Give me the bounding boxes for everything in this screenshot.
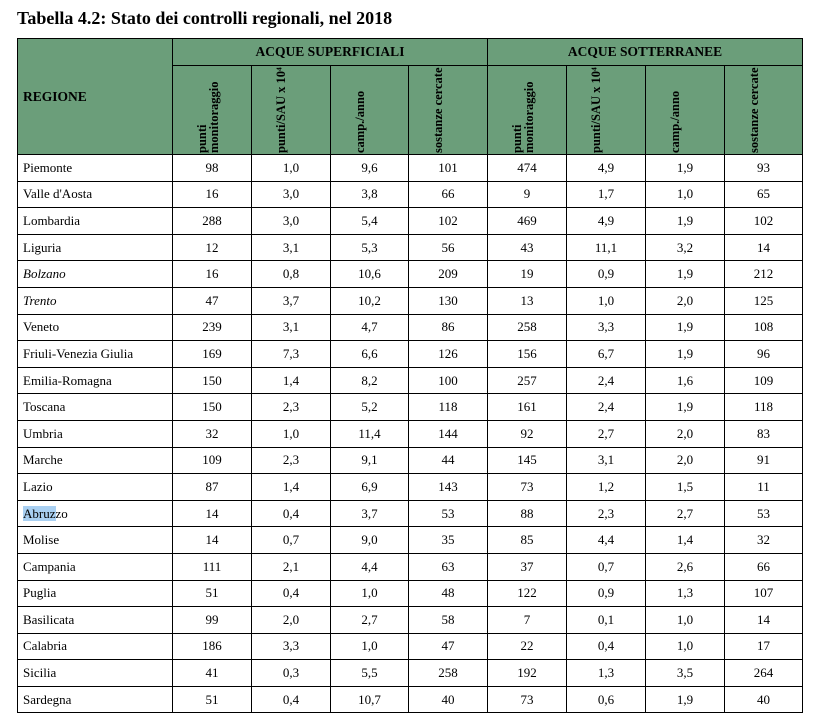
table-row	[18, 155, 803, 182]
value-cell: 1,9	[646, 155, 725, 182]
value-cell: 161	[488, 394, 567, 421]
value-cell: 1,0	[567, 287, 646, 314]
value-cell: 101	[409, 155, 488, 182]
value-cell: 4,4	[331, 553, 409, 580]
value-cell: 169	[173, 341, 252, 368]
value-cell: 122	[488, 580, 567, 607]
table-row	[18, 261, 803, 288]
value-cell: 8,2	[331, 367, 409, 394]
table-row	[18, 420, 803, 447]
value-cell: 126	[409, 341, 488, 368]
value-cell: 2,0	[252, 607, 331, 634]
value-cell: 3,1	[252, 234, 331, 261]
table-row	[18, 474, 803, 501]
column-header: punti/SAU x 10⁴	[252, 66, 331, 155]
value-cell: 1,9	[646, 341, 725, 368]
value-cell: 150	[173, 394, 252, 421]
ground-water-header: ACQUE SOTTERRANEE	[488, 39, 803, 66]
value-cell: 58	[409, 607, 488, 634]
value-cell: 3,5	[646, 660, 725, 687]
value-cell: 11,4	[331, 420, 409, 447]
value-cell: 9,6	[331, 155, 409, 182]
table-row	[18, 341, 803, 368]
value-cell: 0,4	[252, 686, 331, 713]
table-row	[18, 686, 803, 713]
surface-water-header: ACQUE SUPERFICIALI	[173, 39, 488, 66]
value-cell: 1,3	[567, 660, 646, 687]
value-cell: 2,4	[567, 394, 646, 421]
value-cell: 19	[488, 261, 567, 288]
value-cell: 10,7	[331, 686, 409, 713]
value-cell: 1,4	[646, 527, 725, 554]
value-cell: 118	[725, 394, 803, 421]
value-cell: 1,9	[646, 686, 725, 713]
value-cell: 2,0	[646, 447, 725, 474]
value-cell: 3,7	[252, 287, 331, 314]
value-cell: 9,0	[331, 527, 409, 554]
value-cell: 257	[488, 367, 567, 394]
value-cell: 17	[725, 633, 803, 660]
value-cell: 5,5	[331, 660, 409, 687]
value-cell: 0,7	[252, 527, 331, 554]
value-cell: 92	[488, 420, 567, 447]
value-cell: 469	[488, 208, 567, 235]
value-cell: 2,1	[252, 553, 331, 580]
value-cell: 1,3	[646, 580, 725, 607]
value-cell: 2,3	[567, 500, 646, 527]
value-cell: 91	[725, 447, 803, 474]
table-title: Tabella 4.2: Stato dei controlli regionali, nel 2018	[17, 8, 393, 28]
table-row	[18, 580, 803, 607]
value-cell: 1,0	[331, 580, 409, 607]
value-cell: 3,0	[252, 208, 331, 235]
value-cell: 1,0	[252, 420, 331, 447]
table-row	[18, 394, 803, 421]
value-cell: 11	[725, 474, 803, 501]
value-cell: 1,9	[646, 314, 725, 341]
value-cell: 16	[173, 261, 252, 288]
value-cell: 1,0	[331, 633, 409, 660]
value-cell: 1,4	[252, 367, 331, 394]
value-cell: 44	[409, 447, 488, 474]
table-row	[18, 181, 803, 208]
value-cell: 9	[488, 181, 567, 208]
value-cell: 3,3	[252, 633, 331, 660]
value-cell: 40	[725, 686, 803, 713]
value-cell: 264	[725, 660, 803, 687]
value-cell: 143	[409, 474, 488, 501]
value-cell: 5,3	[331, 234, 409, 261]
value-cell: 5,2	[331, 394, 409, 421]
regional-controls-table	[17, 38, 803, 713]
value-cell: 0,6	[567, 686, 646, 713]
value-cell: 93	[725, 155, 803, 182]
region-cell: Sardegna	[18, 686, 173, 713]
value-cell: 156	[488, 341, 567, 368]
value-cell: 14	[173, 500, 252, 527]
value-cell: 32	[725, 527, 803, 554]
value-cell: 474	[488, 155, 567, 182]
value-cell: 65	[725, 181, 803, 208]
table-row	[18, 527, 803, 554]
value-cell: 14	[725, 234, 803, 261]
value-cell: 0,4	[252, 580, 331, 607]
value-cell: 88	[488, 500, 567, 527]
region-cell: Puglia	[18, 580, 173, 607]
value-cell: 56	[409, 234, 488, 261]
value-cell: 10,2	[331, 287, 409, 314]
value-cell: 100	[409, 367, 488, 394]
table-body	[18, 155, 803, 713]
value-cell: 102	[409, 208, 488, 235]
value-cell: 99	[173, 607, 252, 634]
value-cell: 130	[409, 287, 488, 314]
value-cell: 145	[488, 447, 567, 474]
region-cell: Veneto	[18, 314, 173, 341]
value-cell: 1,4	[252, 474, 331, 501]
value-cell: 108	[725, 314, 803, 341]
table-row	[18, 447, 803, 474]
value-cell: 109	[173, 447, 252, 474]
value-cell: 6,6	[331, 341, 409, 368]
value-cell: 3,2	[646, 234, 725, 261]
value-cell: 11,1	[567, 234, 646, 261]
region-cell: Lombardia	[18, 208, 173, 235]
value-cell: 0,8	[252, 261, 331, 288]
value-cell: 10,6	[331, 261, 409, 288]
column-header: sostanze cercate	[725, 66, 803, 155]
value-cell: 1,6	[646, 367, 725, 394]
column-header: punti/SAU x 10⁴	[567, 66, 646, 155]
value-cell: 66	[409, 181, 488, 208]
value-cell: 85	[488, 527, 567, 554]
value-cell: 16	[173, 181, 252, 208]
value-cell: 3,3	[567, 314, 646, 341]
value-cell: 1,0	[252, 155, 331, 182]
region-cell: Liguria	[18, 234, 173, 261]
value-cell: 3,8	[331, 181, 409, 208]
value-cell: 14	[173, 527, 252, 554]
value-cell: 2,0	[646, 420, 725, 447]
value-cell: 7	[488, 607, 567, 634]
value-cell: 0,3	[252, 660, 331, 687]
value-cell: 239	[173, 314, 252, 341]
value-cell: 6,7	[567, 341, 646, 368]
value-cell: 192	[488, 660, 567, 687]
value-cell: 22	[488, 633, 567, 660]
region-column-header: REGIONE	[18, 39, 173, 155]
value-cell: 258	[488, 314, 567, 341]
region-cell: Bolzano	[18, 261, 173, 288]
value-cell: 12	[173, 234, 252, 261]
region-cell: Valle d'Aosta	[18, 181, 173, 208]
region-cell: Piemonte	[18, 155, 173, 182]
value-cell: 51	[173, 580, 252, 607]
value-cell: 288	[173, 208, 252, 235]
region-cell: Campania	[18, 553, 173, 580]
value-cell: 87	[173, 474, 252, 501]
value-cell: 48	[409, 580, 488, 607]
value-cell: 1,9	[646, 261, 725, 288]
value-cell: 102	[725, 208, 803, 235]
value-cell: 4,9	[567, 208, 646, 235]
value-cell: 47	[173, 287, 252, 314]
region-cell	[18, 500, 173, 527]
value-cell: 43	[488, 234, 567, 261]
region-cell: Emilia-Romagna	[18, 367, 173, 394]
value-cell: 3,0	[252, 181, 331, 208]
value-cell: 2,7	[567, 420, 646, 447]
value-cell: 1,5	[646, 474, 725, 501]
value-cell: 0,1	[567, 607, 646, 634]
value-cell: 4,7	[331, 314, 409, 341]
value-cell: 41	[173, 660, 252, 687]
table-row	[18, 367, 803, 394]
value-cell: 63	[409, 553, 488, 580]
value-cell: 3,1	[252, 314, 331, 341]
table-row	[18, 633, 803, 660]
table-row	[18, 500, 803, 527]
value-cell: 2,4	[567, 367, 646, 394]
value-cell: 32	[173, 420, 252, 447]
value-cell: 13	[488, 287, 567, 314]
value-cell: 9,1	[331, 447, 409, 474]
column-header: punti monitoraggio	[173, 66, 252, 155]
value-cell: 14	[725, 607, 803, 634]
region-cell: Friuli-Venezia Giulia	[18, 341, 173, 368]
value-cell: 0,9	[567, 261, 646, 288]
region-cell: Umbria	[18, 420, 173, 447]
value-cell: 47	[409, 633, 488, 660]
value-cell: 7,3	[252, 341, 331, 368]
value-cell: 2,6	[646, 553, 725, 580]
table-row	[18, 314, 803, 341]
value-cell: 1,2	[567, 474, 646, 501]
value-cell: 1,9	[646, 394, 725, 421]
table-row	[18, 607, 803, 634]
region-cell: Molise	[18, 527, 173, 554]
column-header: camp./anno	[646, 66, 725, 155]
value-cell: 0,4	[567, 633, 646, 660]
value-cell: 53	[725, 500, 803, 527]
table-row	[18, 208, 803, 235]
region-cell: Calabria	[18, 633, 173, 660]
value-cell: 1,7	[567, 181, 646, 208]
value-cell: 37	[488, 553, 567, 580]
value-cell: 209	[409, 261, 488, 288]
value-cell: 1,0	[646, 633, 725, 660]
value-cell: 3,1	[567, 447, 646, 474]
value-cell: 144	[409, 420, 488, 447]
region-cell: Toscana	[18, 394, 173, 421]
table-row	[18, 287, 803, 314]
column-header: sostanze cercate	[409, 66, 488, 155]
value-cell: 4,4	[567, 527, 646, 554]
table-row	[18, 660, 803, 687]
value-cell: 86	[409, 314, 488, 341]
value-cell: 98	[173, 155, 252, 182]
region-cell: Trento	[18, 287, 173, 314]
value-cell: 73	[488, 686, 567, 713]
value-cell: 186	[173, 633, 252, 660]
column-header: camp./anno	[331, 66, 409, 155]
value-cell: 2,3	[252, 394, 331, 421]
value-cell: 35	[409, 527, 488, 554]
table-row	[18, 553, 803, 580]
value-cell: 2,7	[646, 500, 725, 527]
region-name-rest: zo	[55, 505, 68, 521]
value-cell: 4,9	[567, 155, 646, 182]
value-cell: 118	[409, 394, 488, 421]
value-cell: 96	[725, 341, 803, 368]
table-row	[18, 234, 803, 261]
value-cell: 258	[409, 660, 488, 687]
value-cell: 53	[409, 500, 488, 527]
region-cell: Basilicata	[18, 607, 173, 634]
column-header: punti monitoraggio	[488, 66, 567, 155]
value-cell: 212	[725, 261, 803, 288]
value-cell: 1,0	[646, 607, 725, 634]
value-cell: 111	[173, 553, 252, 580]
value-cell: 2,3	[252, 447, 331, 474]
value-cell: 1,0	[646, 181, 725, 208]
value-cell: 66	[725, 553, 803, 580]
value-cell: 3,7	[331, 500, 409, 527]
text-selection-highlight: Abruz	[23, 505, 56, 521]
value-cell: 40	[409, 686, 488, 713]
value-cell: 0,9	[567, 580, 646, 607]
value-cell: 73	[488, 474, 567, 501]
value-cell: 125	[725, 287, 803, 314]
value-cell: 2,7	[331, 607, 409, 634]
value-cell: 0,4	[252, 500, 331, 527]
value-cell: 107	[725, 580, 803, 607]
region-cell: Lazio	[18, 474, 173, 501]
value-cell: 6,9	[331, 474, 409, 501]
value-cell: 83	[725, 420, 803, 447]
region-cell: Marche	[18, 447, 173, 474]
region-cell: Sicilia	[18, 660, 173, 687]
value-cell: 5,4	[331, 208, 409, 235]
value-cell: 2,0	[646, 287, 725, 314]
value-cell: 150	[173, 367, 252, 394]
value-cell: 51	[173, 686, 252, 713]
value-cell: 1,9	[646, 208, 725, 235]
value-cell: 109	[725, 367, 803, 394]
value-cell: 0,7	[567, 553, 646, 580]
